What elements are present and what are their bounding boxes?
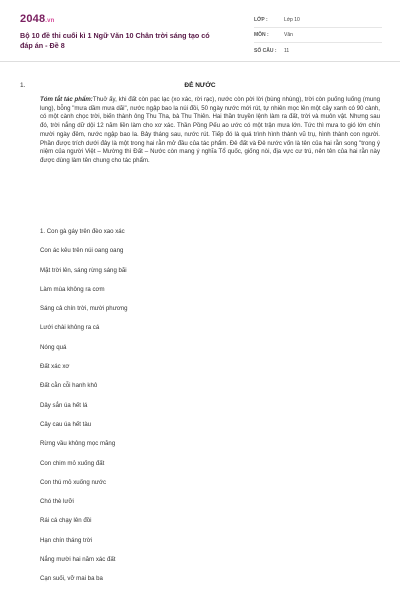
section-title: ĐẺ NƯỚC (184, 82, 216, 89)
poem-line: Rừng vầu không mọc măng (40, 440, 116, 448)
meta-value: Văn (284, 32, 293, 38)
summary-body: Thuở ấy, khi đất còn pạc lạc (xo xác, rời rạc), nước còn pời lời (bùng nhùng), trời còn puống luống (mung lung), bỗng "mưa dầm mưa dãi", nước ngập bao la núi đồi, 50 ngày nước mới rút, tự nhiên mọc lên một cây xanh có 90 cành, có một cành chọc trời, biến thành ông Thu Tha, bà Thu Thiên. Hai thần truyền lệnh làm ra đất, trời và muôn vật. Nhưng sau đó, trời nắng dữ dội 12 năm liền làm cho xơ xác. Thần Pồng Pếu ao ước có một trận mưa lớn. Tức thì mưa to gió lớn chín mười ngày đêm, nước ngập bao la. Bảy tháng sau, nước rút. Tiếp đó là quá trình hình thành vũ trụ, hình thành con người. Phần được trích dưới đây là một trong hai rằn mở đầu của tác phẩm. Đẻ đất và Đẻ nước vốn là tên của hai rằn song "trong ý niệm của người Việt – Mường thì Đất – Nước còn mang ý nghĩa Tổ quốc, giống nòi, địa vực cư trú, nên tên của hai rằn này được dùng làm tên chung cho tác phẩm. (40, 96, 380, 164)
meta-row-subject (254, 28, 382, 43)
page-header (0, 0, 400, 62)
meta-value: Lớp 10 (284, 17, 300, 23)
meta-row-grade (254, 13, 382, 28)
summary-paragraph (40, 96, 380, 166)
poem-line: Con thú mỏ xuống nước (40, 478, 107, 486)
poem-lines (40, 228, 360, 595)
poem-line: Dây sắn úa hết lá (40, 401, 88, 409)
question-content (0, 70, 400, 600)
site-logo[interactable] (20, 13, 55, 25)
poem-line: Đất cằn cỗi hanh khô (40, 382, 98, 390)
poem-line: Mặt trời lên, sáng rừng sáng bãi (40, 266, 127, 274)
summary-lead: Tóm tắt tác phẩm: (40, 96, 93, 103)
poem-line: Nắng mười hai năm xác đất (40, 556, 116, 564)
logo-main-text: 2048 (20, 13, 46, 25)
poem-line: Con chim mỏ xuống đất (40, 459, 105, 467)
meta-label: LỚP : (254, 17, 268, 23)
meta-label: MÔN : (254, 32, 269, 38)
document-title: Bộ 10 đề thi cuối kì 1 Ngữ Văn 10 Chân trời sáng tạo có đáp án - Đề 8 (20, 31, 210, 50)
meta-label: SỐ CÂU : (254, 47, 277, 54)
poem-line: Chó thè lưỡi (40, 498, 74, 506)
poem-line: Cạn suối, vỡ mai ba ba (40, 575, 103, 583)
meta-table (254, 13, 382, 58)
poem-line: 1. Con gà gáy trên đèo xao xác (40, 228, 125, 235)
poem-line: Làm mùa không ra cơm (40, 285, 105, 293)
poem-line: Con ác kêu trên núi oang oang (40, 247, 124, 255)
meta-row-count (254, 43, 382, 58)
poem-line: Sáng cả chín trời, mười phương (40, 305, 128, 313)
logo-suffix-text: .vn (45, 18, 55, 24)
question-number: 1. (20, 82, 26, 89)
poem-line: Nóng quá (40, 343, 67, 351)
meta-value: 11 (284, 47, 290, 54)
poem-line: Rái cá chạy lên đồi (40, 517, 92, 525)
poem-line: Hạn chín tháng trời (40, 536, 93, 544)
poem-line: Lưới chài không ra cá (40, 324, 100, 332)
poem-line: Đất xác xơ (40, 363, 70, 371)
poem-line: Cây cau úa hết tàu (40, 420, 92, 428)
